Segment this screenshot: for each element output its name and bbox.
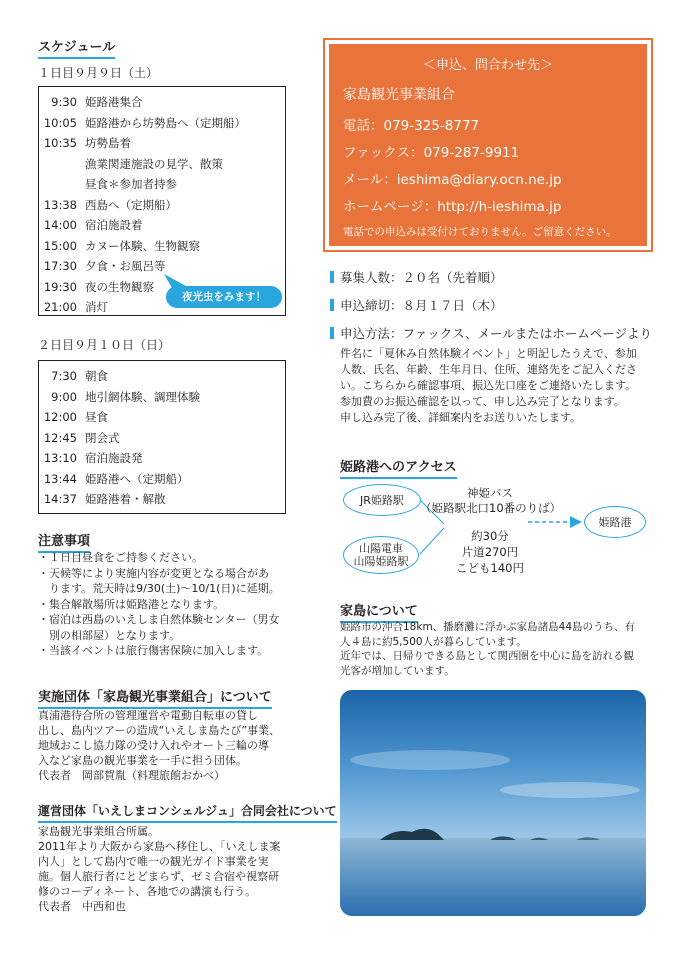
text-line: ・宿泊は西島のいえしま自然体験センター（男女 [38, 613, 280, 626]
schedule-activity: 宿泊施設着 [85, 218, 143, 232]
notes-list [38, 550, 280, 659]
contact-fax: ファックス：079-287-9911 [343, 145, 520, 161]
island-title: 家島について [340, 600, 418, 619]
schedule-activity: 朝食 [85, 369, 108, 383]
contact-tel: 電話：079-325-8777 [343, 118, 480, 134]
schedule-activity: 姫路港集合 [85, 95, 143, 109]
schedule-activity: 姫路港へ（定期船） [85, 471, 189, 486]
station-sanyo: 山陽電車 山陽姫路駅 [343, 536, 419, 574]
org2-title: 運営団体「いえしまコンシェルジュ」合同会社について [38, 802, 337, 819]
schedule-time: 7:30 [51, 369, 77, 383]
text-line: 件名に「夏休み自然体験イベント」と明記したうえで、参加 [340, 347, 637, 360]
text-line: 参加費のお振込確認を以って、申し込み完了となります。 [340, 395, 625, 408]
text-line: 人数、氏名、年齢、生年月日、住所、連絡先をご記入くださ [340, 363, 637, 376]
schedule-row [39, 410, 108, 424]
schedule-row [39, 157, 223, 171]
text-line: 修のコーディネート、各地での講演も行う。 [38, 885, 257, 898]
schedule-row [39, 369, 108, 383]
text-line: ・天候等により実施内容が変更となる場合があ [38, 566, 269, 580]
schedule-row [39, 95, 143, 109]
day2-schedule-box [38, 360, 286, 514]
schedule-row [39, 492, 166, 506]
schedule-time: 13:38 [43, 197, 77, 212]
schedule-row [39, 451, 143, 465]
method: 申込方法：ファックス、メールまたはホームページより [330, 324, 652, 342]
text-line: ります。荒天時は9/30(土)〜10/1(日)に延期。 [38, 582, 280, 595]
contact-mail[interactable]: メール：ieshima@diary.ocn.ne.jp [343, 172, 562, 188]
schedule-row [39, 259, 166, 273]
schedule-time: 13:44 [43, 471, 77, 486]
schedule-activity: 昼食＊参加者持参 [85, 177, 177, 191]
contact-web[interactable]: ホームページ：http://h-ieshima.jp [343, 199, 562, 215]
schedule-activity: 漁業関連施設の見学、散策 [85, 156, 223, 171]
schedule-row [39, 218, 143, 232]
schedule-activity: 姫路港着・解散 [85, 492, 166, 506]
text-line: 真浦港待合所の管理運営や電動自転車の貸し [38, 709, 258, 722]
callout [166, 286, 282, 308]
schedule-activity: 夜の生物観察 [85, 279, 154, 294]
contact-heading: ＜申込、問合わせ先＞ [422, 58, 553, 73]
schedule-title: スケジュール [38, 36, 115, 55]
access-title: 姫路港へのアクセス [340, 456, 457, 475]
text-line: 光客が増加しています。 [340, 664, 455, 677]
contact-org: 家島観光事業組合 [343, 87, 455, 103]
schedule-time: 12:00 [43, 410, 77, 424]
day2-label: ２日目９月１０日（日） [38, 338, 171, 352]
text-line: 申し込み完了後、詳細案内をお送りいたします。 [340, 411, 582, 424]
day1-label: １日目９月９日（土） [38, 66, 159, 80]
schedule-activity: 消灯 [85, 300, 108, 314]
schedule-activity: 昼食 [85, 410, 108, 424]
text-line: 出し、島内ツアーの造成“いえしま島たび”事業、 [38, 724, 281, 737]
island-photo [340, 690, 646, 916]
schedule-time: 19:30 [43, 279, 77, 294]
schedule-activity: カヌー体験、生物観察 [85, 238, 200, 253]
schedule-activity: 閉会式 [85, 430, 120, 445]
schedule-activity: 地引網体験、調理体験 [85, 389, 200, 404]
text-line: 入など家島の観光事業を一手に担う団体。 [38, 754, 247, 767]
text-line: 地域おこし協力隊の受け入れやオート三輪の導 [38, 739, 269, 752]
text-line: 内人」として島内で唯一の観光ガイド事業を実 [38, 855, 269, 868]
schedule-time: 9:30 [51, 95, 77, 109]
schedule-row [39, 198, 177, 212]
schedule-time: 13:10 [43, 451, 77, 465]
text-line: 代表者 岡部賀胤（料理旅館おかべ） [38, 769, 225, 782]
callout-bubble: 夜光虫をみます！ [166, 286, 282, 308]
schedule-row [39, 116, 246, 130]
schedule-row [39, 280, 154, 294]
schedule-activity: 西島へ（定期船） [85, 197, 177, 212]
schedule-time: 14:00 [43, 218, 77, 232]
schedule-row [39, 300, 108, 314]
schedule-row [39, 472, 189, 486]
schedule-row [39, 136, 131, 150]
notes-title: 注意事項 [38, 530, 90, 549]
text-line: 代表者 中西和也 [38, 900, 126, 913]
schedule-row [39, 177, 177, 191]
schedule-activity: 夕食・お風呂等 [85, 259, 166, 273]
text-line: 施。個人旅行者にとどまらず、ゼミ合宿や視察研 [38, 870, 280, 883]
contact-note: 電話での申込みは受付けておりません。ご留意ください。 [343, 226, 617, 238]
schedule-time: 14:37 [43, 492, 77, 506]
schedule-row [39, 390, 200, 404]
arrow-icon [528, 514, 584, 530]
fare-info: 約30分 片道270円 こども140円 [456, 529, 524, 575]
org2-body [38, 824, 281, 914]
capacity: 募集人数：２０名（先着順） [330, 268, 503, 286]
text-line: ・１日目昼食をご持参ください。 [38, 551, 203, 564]
text-line: 人４島に約5,500人が暮らしています。 [340, 635, 527, 648]
schedule-time: 21:00 [43, 300, 77, 314]
schedule-activity: 宿泊施設発 [85, 451, 143, 465]
schedule-time: 10:35 [43, 136, 77, 150]
org1-title: 実施団体「家島観光事業組合」について [38, 686, 272, 705]
text-line: ・集合解散場所は姫路港となります。 [38, 597, 225, 611]
schedule-time: 9:00 [51, 389, 77, 404]
text-line: ・当該イベントは旅行傷害保険に加入します。 [38, 644, 269, 657]
bus-info: 神姫バス （姫路駅北口10番のりば） [420, 486, 562, 515]
text-line: い。こちらから確認事項、振込先口座をご連絡いたします。 [340, 379, 637, 392]
text-line: 2011年より大阪から家島へ移住し、「いえしま案 [38, 840, 281, 853]
schedule-row [39, 239, 200, 253]
method-body [340, 346, 637, 426]
text-line: 別の相部屋）となります。 [38, 628, 181, 642]
island-body [340, 620, 635, 678]
schedule-activity: 坊勢島着 [85, 136, 131, 150]
text-line: 家島観光事業組合所属。 [38, 825, 159, 838]
text-line: 近年では、日帰りできる島として関西圏を中心に島を訪れる観 [340, 650, 634, 662]
schedule-time: 12:45 [43, 430, 77, 445]
station-jr: JR姫路駅 [343, 484, 421, 516]
schedule-time: 15:00 [43, 238, 77, 253]
org1-body [38, 708, 280, 783]
schedule-time: 17:30 [43, 259, 77, 273]
contact-box [323, 38, 653, 252]
deadline: 申込締切：８月１７日（木） [330, 296, 503, 314]
schedule-time: 10:05 [43, 115, 77, 130]
text-line: 姫路市の沖合18km、播磨灘に浮かぶ家島諸島44島のうち、有 [340, 621, 636, 633]
schedule-row [39, 431, 120, 445]
schedule-activity: 姫路港から坊勢島へ（定期船） [85, 115, 246, 130]
destination-port: 姫路港 [584, 506, 646, 538]
